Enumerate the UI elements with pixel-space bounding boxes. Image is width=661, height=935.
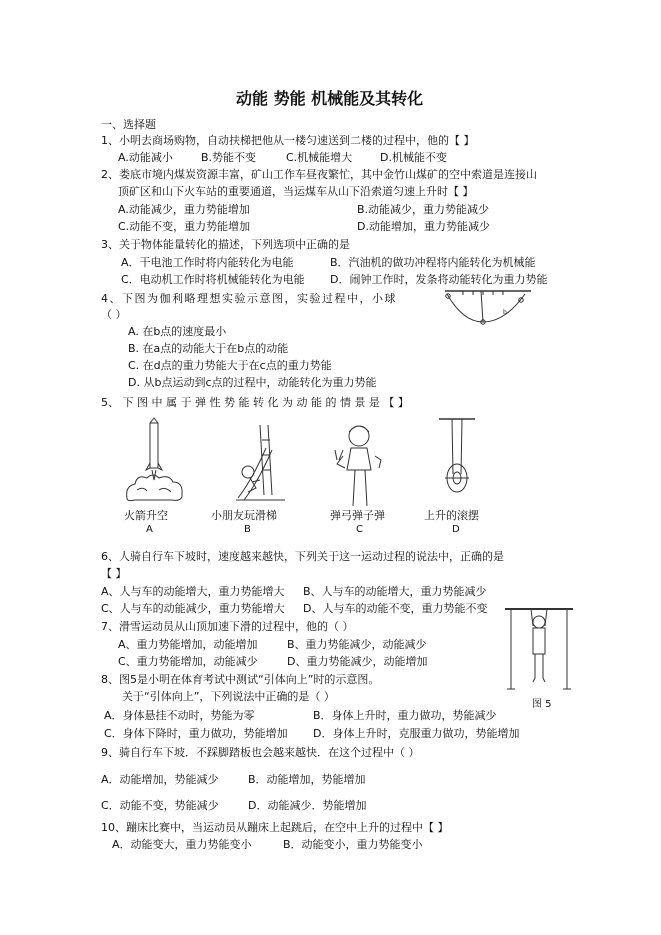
q4-option-d: D. 从b点运动到c点的过程中，动能转化为重力势能 — [128, 376, 377, 389]
svg-text:b: b — [503, 309, 507, 316]
q4-stem: 4、下图为伽利略理想实验示意图，实验过程中，小球 — [101, 292, 397, 305]
q9-stem: 9、骑自行车下坡．不踩脚踏板也会越来越快．在这个过程中（ ） — [101, 746, 420, 759]
q1-option-c: C.机械能增大 — [286, 151, 353, 164]
q9-option-d: D．动能减少．势能增加 — [248, 799, 367, 812]
q6-option-c: C、人与车的动能减少，重力势能增大 — [101, 602, 285, 615]
q10-option-b: B．动能变小，重力势能变小 — [283, 838, 423, 851]
q6-option-b: B、人与车的动能增大，重力势能减少 — [303, 585, 487, 598]
q5-letter-c: C — [356, 524, 363, 535]
pull-up-figure — [503, 604, 575, 692]
q5-letter-a: A — [146, 524, 153, 535]
q1-stem: 1、小明去商场购物，自动扶梯把他从一楼匀速送到二楼的过程中，他的【 】 — [101, 134, 475, 147]
q3-option-a: A．干电池工作时将内能转化为电能 — [121, 256, 294, 269]
section-heading: 一、选择题 — [101, 118, 156, 131]
q2-stem-line2: 顶矿区和山下火车站的重要通道，当运煤车从山下沿索道匀速上升时【 】 — [118, 185, 474, 198]
q3-option-b: B．汽油机的做功冲程将内能转化为机械能 — [330, 256, 536, 269]
q2-stem-line1: 2、娄底市境内煤炭资源丰富，矿山工作车昼夜繁忙，其中金竹山煤矿的空中索道是连接山 — [101, 168, 537, 181]
galileo-experiment-figure — [443, 288, 533, 328]
q7-option-b: B、重力势能减少，动能减少 — [287, 638, 427, 651]
q4-paren: （ ） — [101, 308, 127, 321]
q8-stem-line1: 8、图5是小明在体育考试中测试“引体向上”时的示意图。 — [101, 673, 380, 686]
q8-figure-label: 图 5 — [532, 699, 552, 710]
q10-stem: 10、蹦床比赛中，当运动员从蹦床上起跳后，在空中上升的过程中【 】 — [101, 821, 449, 834]
q2-option-d: D.动能增加，重力势能减少 — [357, 220, 490, 233]
q6-bracket: 【 】 — [101, 567, 127, 580]
q6-stem: 6、人骑自行车下坡时，速度越来越快，下列关于这一运动过程的说法中，正确的是 — [101, 550, 504, 563]
q3-stem: 3、关于物体能量转化的描述，下列选项中正确的是 — [101, 238, 350, 251]
q6-option-d: D、人与车的动能不变，重力势能不变 — [303, 602, 488, 615]
q1-option-a: A.动能减小 — [118, 151, 173, 164]
q5-caption-c: 弹弓弹子弹 — [330, 509, 385, 522]
q8-option-b: B．身体上升时，重力做功，势能减少 — [313, 709, 497, 722]
q8-option-c: C．身体下降时，重力做功，势能增加 — [104, 727, 288, 740]
q9-option-a: A．动能增加，势能减少 — [101, 773, 219, 786]
q7-option-c: C、重力势能增加，动能减少 — [118, 655, 258, 668]
q3-option-d: D．闹钟工作时，发条将动能转化为重力势能 — [330, 273, 548, 286]
page-title: 动能 势能 机械能及其转化 — [236, 89, 424, 108]
q5-letter-d: D — [452, 524, 460, 535]
q4-option-b: B. 在a点的动能大于在b点的动能 — [128, 342, 289, 355]
q9-option-b: B．动能增加，势能增加 — [248, 773, 366, 786]
q7-option-a: A、重力势能增加，动能增加 — [118, 638, 258, 651]
q2-option-c: C.动能不变，重力势能增加 — [118, 220, 251, 233]
q2-option-a: A.动能减少，重力势能增加 — [118, 203, 250, 216]
q7-stem: 7、滑雪运动员从山顶加速下滑的过程中，他的（ ） — [101, 620, 354, 633]
q5-stem: 5、 下 图 中 属 于 弹 性 势 能 转 化 为 动 能 的 情 景 是 【 】 — [101, 396, 409, 409]
q8-option-a: A．身体悬挂不动时，势能为零 — [104, 709, 255, 722]
q8-stem-line2: 关于“引体向上”，下列说法中正确的是（ ） — [122, 690, 335, 703]
q7-option-d: D、重力势能减少，动能增加 — [287, 655, 428, 668]
q2-option-b: B.动能减少，重力势能减少 — [357, 203, 490, 216]
q5-caption-d: 上升的滚摆 — [424, 509, 479, 522]
q10-option-a: A．动能变大，重力势能变小 — [112, 838, 252, 851]
q5-caption-b: 小朋友玩滑梯 — [211, 509, 277, 522]
q4-option-a: A. 在b点的速度最小 — [128, 325, 227, 338]
q4-option-c: C. 在d点的重力势能大于在c点的重力势能 — [128, 359, 332, 372]
child-slide-image — [230, 420, 290, 505]
rocket-launch-image — [125, 418, 185, 503]
q3-option-c: C．电动机工作时将机械能转化为电能 — [121, 273, 305, 286]
maxwell-wheel-image — [437, 416, 477, 506]
q8-option-d: D．身体上升时，克服重力做功，势能增加 — [313, 727, 520, 740]
q1-option-b: B.势能不变 — [201, 151, 257, 164]
q1-option-d: D.机械能不变 — [380, 151, 447, 164]
q5-letter-b: B — [244, 524, 251, 535]
slingshot-image — [335, 420, 385, 508]
q5-caption-a: 火箭升空 — [124, 509, 168, 522]
q6-option-a: A、人与车的动能增大，重力势能增大 — [101, 585, 285, 598]
q9-option-c: C．动能不变，势能减少 — [101, 799, 219, 812]
